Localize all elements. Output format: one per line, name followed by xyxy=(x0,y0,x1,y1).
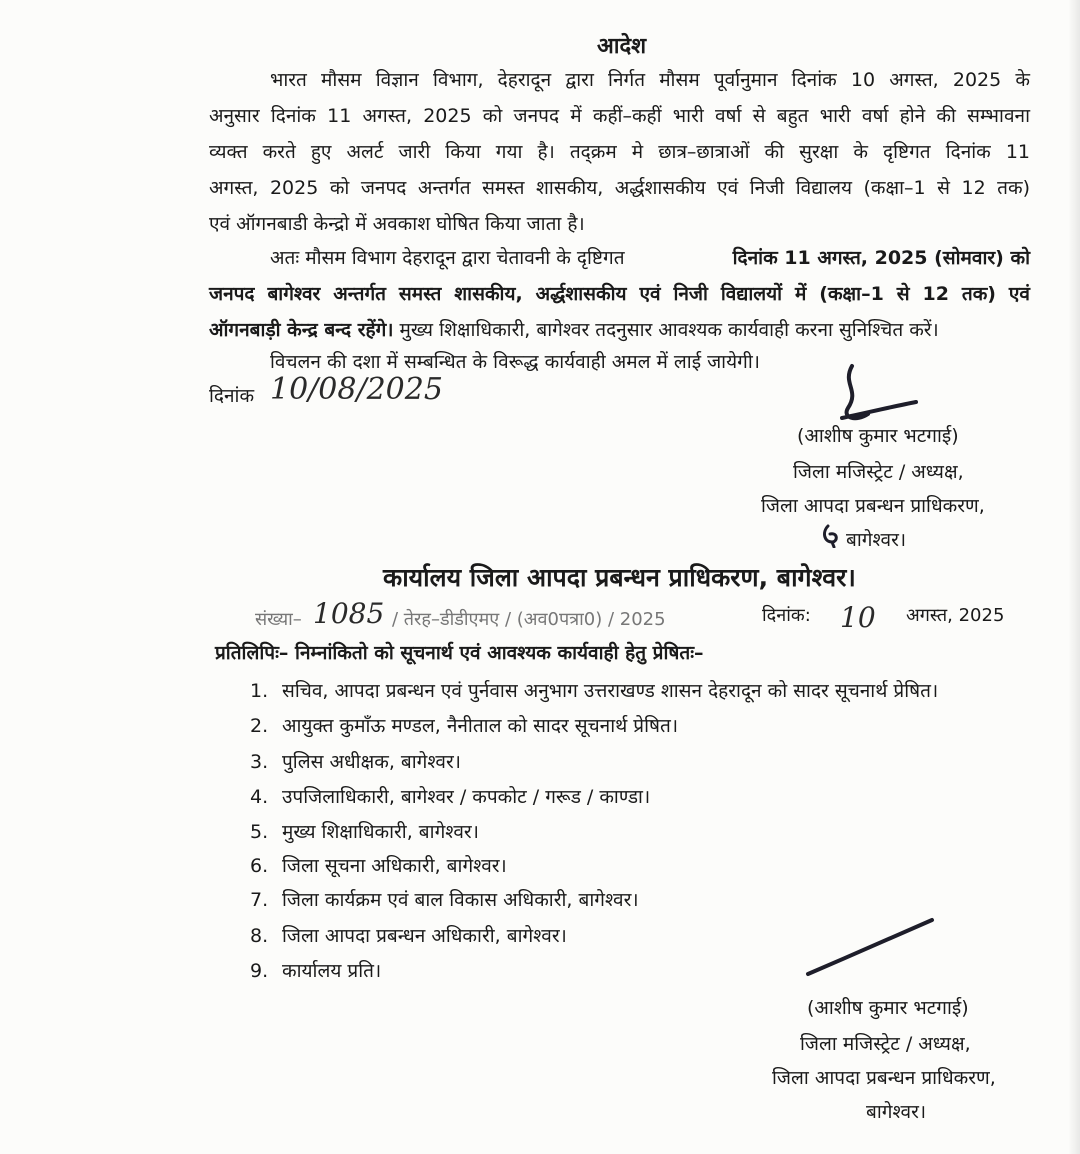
para2-line: ऑगनबाड़ी केन्द्र बन्द रहेंगे। मुख्य शिक्षाधिकारी, बागेश्वर तदनुसार आवश्यक कार्यवाही करना सुनिश्चित करें। xyxy=(209,319,939,341)
date-label: दिनांक xyxy=(209,385,255,407)
ref-date-label: दिनांक: xyxy=(762,605,811,626)
signatory-place: बागेश्वर। xyxy=(846,529,907,551)
signature-stroke xyxy=(800,912,940,982)
signatory-designation: जिला मजिस्ट्रेट / अध्यक्ष, xyxy=(793,461,964,483)
signatory-authority: जिला आपदा प्रबन्धन प्राधिकरण, xyxy=(772,1067,996,1089)
recipient-item: 3. पुलिस अधीक्षक, बागेश्वर। xyxy=(250,751,461,773)
signatory-name: (आशीष कुमार भटगाई) xyxy=(807,997,969,1019)
handwritten-date: 10/08/2025 xyxy=(270,372,443,407)
para1-line: अगस्त, 2025 को जनपद अन्तर्गत समस्त शासकीय, अर्द्धशासकीय एवं निजी विद्यालय (कक्षा–1 से 12 तक) xyxy=(209,177,1030,199)
order-heading: आदेश xyxy=(597,34,647,59)
para1-line: व्यक्त करते हुए अलर्ट जारी किया गया है। तद्क्रम मे छात्र–छात्राओं की सुरक्षा के दृष्टिगत दिनांक 11 xyxy=(209,141,1030,163)
recipient-item: 9. कार्यालय प्रति। xyxy=(250,960,382,982)
signatory-designation: जिला मजिस्ट्रेट / अध्यक्ष, xyxy=(800,1033,971,1055)
recipient-item: 6. जिला सूचना अधिकारी, बागेश्वर। xyxy=(250,855,507,877)
office-title: कार्यालय जिला आपदा प्रबन्धन प्राधिकरण, बागेश्वर। xyxy=(383,563,856,592)
recipient-item: 7. जिला कार्यक्रम एवं बाल विकास अधिकारी, बागेश्वर। xyxy=(250,889,639,911)
page-edge-shadow xyxy=(1068,0,1080,1154)
signatory-place: बागेश्वर। xyxy=(866,1101,927,1123)
recipient-item: 4. उपजिलाधिकारी, बागेश्वर / कपकोट / गरूड / काण्डा। xyxy=(250,786,651,808)
signatory-name: (आशीष कुमार भटगाई) xyxy=(797,425,959,447)
initials-mark xyxy=(820,522,842,548)
ref-date-rest: अगस्त, 2025 xyxy=(906,605,1005,626)
para1-line: अनुसार दिनांक 11 अगस्त, 2025 को जनपद में कहीं–कहीं भारी वर्षा से बहुत भारी वर्षा होने की सम्भावना xyxy=(209,105,1030,127)
recipient-item: 8. जिला आपदा प्रबन्धन अधिकारी, बागेश्वर। xyxy=(250,925,567,947)
para2-line: जनपद बागेश्वर अन्तर्गत समस्त शासकीय, अर्द्धशासकीय एवं निजी विद्यालयों में (कक्षा–1 से 12 तक) एवं xyxy=(209,283,1030,305)
ref-suffix: / तेरह–डीडीएमए / (अव0पत्रा0) / 2025 xyxy=(392,609,666,630)
recipient-item: 1. सचिव, आपदा प्रबन्धन एवं पुर्नवास अनुभाग उत्तराखण्ड शासन देहरादून को सादर सूचनार्थ प्रेषित। xyxy=(250,680,939,702)
recipient-item: 2. आयुक्त कुमाँऊ मण्डल, नैनीताल को सादर सूचनार्थ प्रेषित। xyxy=(250,715,679,737)
para1-line: एवं ऑगनबाडी केन्द्रो में अवकाश घोषित किया जाता है। xyxy=(209,213,585,235)
para3: विचलन की दशा में सम्बन्धित के विरूद्ध कार्यवाही अमल में लाई जायेगी। xyxy=(270,351,760,373)
ref-prefix: संख्या– xyxy=(255,609,302,630)
para2-line: अतः मौसम विभाग देहरादून द्वारा चेतावनी के दृष्टिगत दिनांक 11 अगस्त, 2025 (सोमवार) को xyxy=(270,247,1030,269)
handwritten-ref-number: 1085 xyxy=(313,597,385,630)
signatory-authority: जिला आपदा प्रबन्धन प्राधिकरण, xyxy=(761,495,985,517)
copy-to-heading: प्रतिलिपिः– निम्नांकितो को सूचनार्थ एवं आवश्यक कार्यवाही हेतु प्रेषितः– xyxy=(215,642,704,664)
para1-line: भारत मौसम विज्ञान विभाग, देहरादून द्वारा निर्गत मौसम पूर्वानुमान दिनांक 10 अगस्त, 2025 के xyxy=(270,69,1030,91)
handwritten-ref-day: 10 xyxy=(840,601,876,634)
recipient-item: 5. मुख्य शिक्षाधिकारी, बागेश्वर। xyxy=(250,821,479,843)
